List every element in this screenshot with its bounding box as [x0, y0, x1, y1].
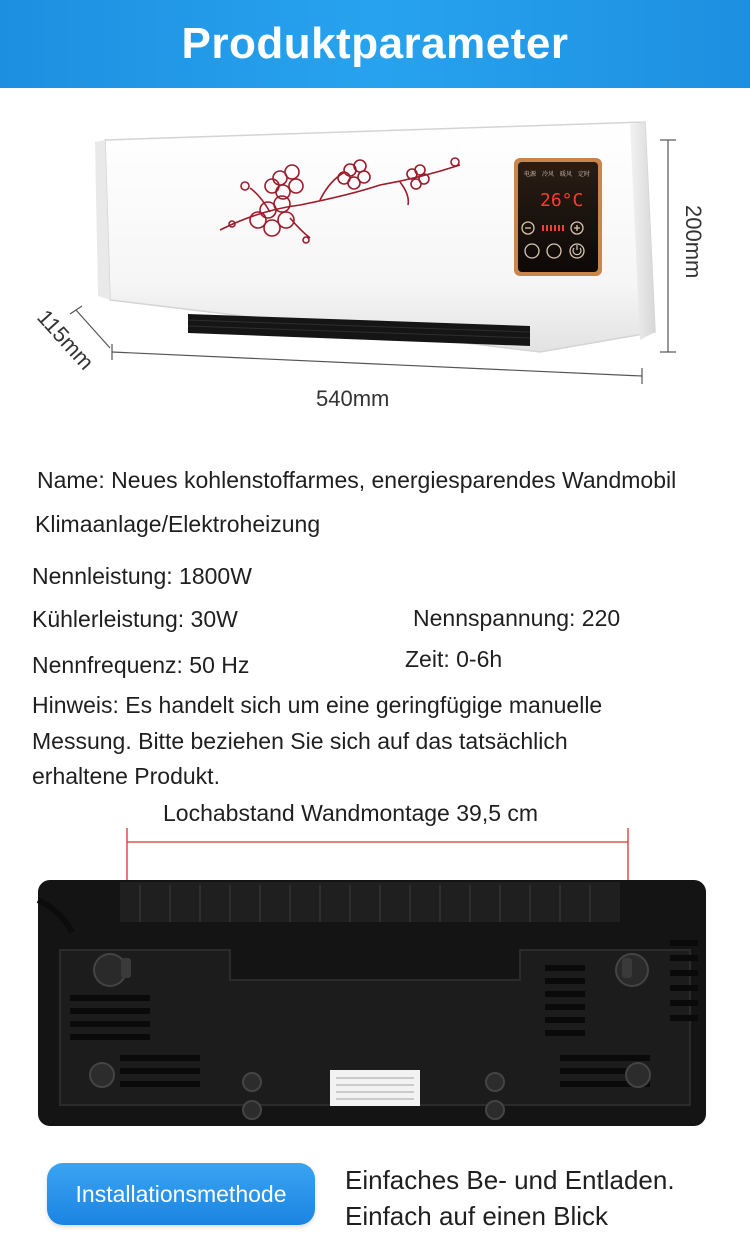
spec-cooler-power: Kühlerleistung: 30W: [32, 606, 238, 632]
spec-rated-frequency: Nennfrequenz: 50 Hz: [32, 652, 250, 678]
spec-name-line1: Name: Neues kohlenstoffarmes, energiesparendes Wandmobil: [37, 467, 677, 493]
spec-time: Zeit: 0-6h: [405, 646, 503, 672]
note-line2: Messung. Bitte beziehen Sie sich auf das tatsächlich: [32, 728, 568, 754]
temperature-display: 26°C: [540, 190, 584, 211]
panel-label-warm: 暖风: [560, 171, 573, 178]
dimension-width: 540mm: [316, 386, 390, 411]
note-line3: erhaltene Produkt.: [32, 763, 220, 789]
install-line2: Einfach auf einen Blick: [345, 1201, 609, 1231]
spec-rated-voltage: Nennspannung: 220: [413, 605, 621, 631]
note-line1: Hinweis: Es handelt sich um eine geringfügige manuelle: [32, 692, 603, 718]
dimension-depth: 115mm: [32, 304, 99, 375]
mounting-hole-right: [616, 954, 648, 986]
page-title: Produktparameter: [181, 19, 569, 68]
spec-rated-power: Nennleistung: 1800W: [32, 563, 252, 589]
panel-label-cool: 冷风: [542, 171, 555, 178]
panel-label-power: 电源: [524, 171, 537, 178]
installation-method-button[interactable]: Installationsmethode: [47, 1163, 315, 1225]
rating-sticker: [330, 1070, 420, 1106]
dimension-height: 200mm: [681, 205, 706, 279]
install-line1: Einfaches Be- und Entladen.: [345, 1165, 675, 1195]
product-back-image: [0, 820, 750, 1140]
header-banner: [0, 0, 750, 88]
panel-label-timer: 定时: [578, 171, 591, 178]
spec-name-line2: Klimaanlage/Elektroheizung: [35, 511, 321, 537]
hole-distance-label: Lochabstand Wandmontage 39,5 cm: [163, 800, 539, 826]
product-front-image: [0, 100, 750, 430]
control-panel: [514, 158, 602, 276]
